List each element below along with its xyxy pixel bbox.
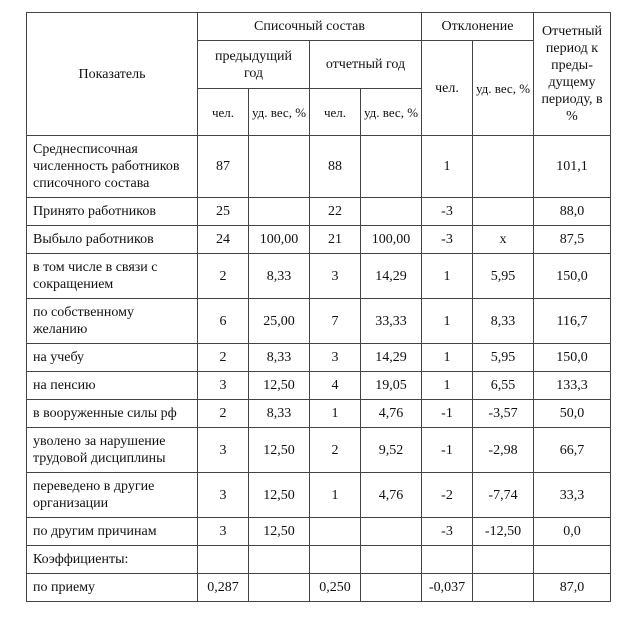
cell-rep-n: 1: [310, 400, 361, 428]
row-label: на учебу: [27, 344, 198, 372]
cell-prev-n: 0,287: [198, 574, 249, 602]
cell-dev-s: 8,33: [473, 299, 534, 344]
cell-dev-n: -2: [422, 473, 473, 518]
cell-rep-s: 19,05: [361, 372, 422, 400]
table-row: [27, 546, 611, 574]
cell-ratio: 87,0: [534, 574, 611, 602]
cell-prev-n: 24: [198, 226, 249, 254]
table-row: [27, 299, 611, 344]
cell-prev-n: 2: [198, 254, 249, 299]
cell-rep-n: 1: [310, 473, 361, 518]
header-deviation: Отклонение: [422, 13, 534, 41]
cell-rep-n: 4: [310, 372, 361, 400]
cell-dev-s: 5,95: [473, 254, 534, 299]
cell-rep-s: 100,00: [361, 226, 422, 254]
table-row: [27, 518, 611, 546]
header-prev-year: предыдущий год: [198, 41, 310, 89]
cell-prev-s: 100,00: [249, 226, 310, 254]
cell-dev-n: 1: [422, 299, 473, 344]
cell-dev-n: -0,037: [422, 574, 473, 602]
cell-prev-n: [198, 546, 249, 574]
cell-ratio: 50,0: [534, 400, 611, 428]
table-row: [27, 372, 611, 400]
cell-rep-s: [361, 546, 422, 574]
cell-prev-n: 87: [198, 136, 249, 198]
cell-prev-n: 25: [198, 198, 249, 226]
cell-rep-s: [361, 574, 422, 602]
cell-ratio: [534, 546, 611, 574]
cell-prev-s: [249, 574, 310, 602]
cell-rep-n: 21: [310, 226, 361, 254]
header-prev-people: чел.: [198, 89, 249, 136]
staff-movement-table: [26, 12, 611, 602]
cell-dev-s: [473, 198, 534, 226]
table-row: [27, 574, 611, 602]
cell-prev-s: 8,33: [249, 344, 310, 372]
header-indicator: Показатель: [27, 13, 198, 136]
table-header: [27, 13, 611, 136]
cell-prev-s: 12,50: [249, 372, 310, 400]
table-row: [27, 344, 611, 372]
cell-ratio: 66,7: [534, 428, 611, 473]
cell-dev-n: -3: [422, 198, 473, 226]
cell-dev-s: [473, 574, 534, 602]
cell-dev-n: 1: [422, 344, 473, 372]
cell-dev-s: 5,95: [473, 344, 534, 372]
cell-rep-n: 0,250: [310, 574, 361, 602]
cell-dev-n: [422, 546, 473, 574]
row-label: Среднесписочная численность работников списочного состава: [27, 136, 198, 198]
cell-rep-n: 7: [310, 299, 361, 344]
cell-rep-n: [310, 518, 361, 546]
cell-ratio: 101,1: [534, 136, 611, 198]
table-row: [27, 473, 611, 518]
cell-dev-s: [473, 546, 534, 574]
header-dev-share: уд. вес, %: [473, 41, 534, 136]
cell-prev-s: 8,33: [249, 400, 310, 428]
cell-dev-n: -3: [422, 518, 473, 546]
row-label: в вооруженные силы рф: [27, 400, 198, 428]
cell-dev-s: -12,50: [473, 518, 534, 546]
cell-dev-n: -3: [422, 226, 473, 254]
cell-rep-s: [361, 136, 422, 198]
cell-prev-s: 25,00: [249, 299, 310, 344]
cell-dev-s: -7,74: [473, 473, 534, 518]
cell-prev-s: 12,50: [249, 518, 310, 546]
header-rep-people: чел.: [310, 89, 361, 136]
cell-ratio: 0,0: [534, 518, 611, 546]
table-body: [27, 136, 611, 602]
cell-rep-n: [310, 546, 361, 574]
cell-dev-s: -3,57: [473, 400, 534, 428]
table-row: [27, 198, 611, 226]
row-label: на пенсию: [27, 372, 198, 400]
cell-ratio: 116,7: [534, 299, 611, 344]
header-ratio: Отчетный период к преды-дущему периоду, в %: [534, 13, 611, 136]
cell-prev-s: 8,33: [249, 254, 310, 299]
row-label: по другим причинам: [27, 518, 198, 546]
cell-rep-n: 22: [310, 198, 361, 226]
cell-prev-s: 12,50: [249, 473, 310, 518]
cell-dev-s: -2,98: [473, 428, 534, 473]
cell-rep-n: 2: [310, 428, 361, 473]
cell-prev-n: 3: [198, 473, 249, 518]
cell-rep-s: [361, 198, 422, 226]
row-label: переведено в другие организации: [27, 473, 198, 518]
cell-prev-s: [249, 198, 310, 226]
header-report-year: отчетный год: [310, 41, 422, 89]
cell-dev-s: 6,55: [473, 372, 534, 400]
row-label: Коэффициенты:: [27, 546, 198, 574]
cell-rep-n: 88: [310, 136, 361, 198]
cell-ratio: 133,3: [534, 372, 611, 400]
cell-rep-s: [361, 518, 422, 546]
table-row: [27, 254, 611, 299]
cell-dev-s: [473, 136, 534, 198]
cell-dev-n: -1: [422, 400, 473, 428]
cell-prev-s: [249, 136, 310, 198]
header-prev-share: уд. вес, %: [249, 89, 310, 136]
cell-prev-n: 2: [198, 344, 249, 372]
cell-prev-n: 3: [198, 518, 249, 546]
cell-prev-n: 2: [198, 400, 249, 428]
row-label: в том числе в связи с сокращением: [27, 254, 198, 299]
cell-ratio: 88,0: [534, 198, 611, 226]
cell-ratio: 150,0: [534, 254, 611, 299]
cell-ratio: 150,0: [534, 344, 611, 372]
cell-rep-s: 14,29: [361, 254, 422, 299]
table-row: [27, 400, 611, 428]
cell-prev-s: [249, 546, 310, 574]
cell-prev-n: 3: [198, 428, 249, 473]
row-label: по приему: [27, 574, 198, 602]
table-row: [27, 136, 611, 198]
cell-rep-s: 4,76: [361, 400, 422, 428]
cell-dev-n: 1: [422, 254, 473, 299]
cell-ratio: 33,3: [534, 473, 611, 518]
table-row: [27, 428, 611, 473]
cell-dev-n: -1: [422, 428, 473, 473]
row-label: уволено за нарушение трудовой дисциплины: [27, 428, 198, 473]
row-label: Принято работников: [27, 198, 198, 226]
cell-rep-s: 4,76: [361, 473, 422, 518]
cell-rep-s: 9,52: [361, 428, 422, 473]
cell-dev-n: 1: [422, 372, 473, 400]
header-rep-share: уд. вес, %: [361, 89, 422, 136]
header-payroll: Списочный состав: [198, 13, 422, 41]
row-label: по собственному желанию: [27, 299, 198, 344]
cell-dev-n: 1: [422, 136, 473, 198]
cell-prev-n: 6: [198, 299, 249, 344]
cell-dev-s: х: [473, 226, 534, 254]
cell-rep-s: 14,29: [361, 344, 422, 372]
cell-rep-n: 3: [310, 254, 361, 299]
cell-prev-s: 12,50: [249, 428, 310, 473]
cell-rep-s: 33,33: [361, 299, 422, 344]
header-dev-people: чел.: [422, 41, 473, 136]
table-row: [27, 226, 611, 254]
row-label: Выбыло работников: [27, 226, 198, 254]
cell-rep-n: 3: [310, 344, 361, 372]
cell-ratio: 87,5: [534, 226, 611, 254]
cell-prev-n: 3: [198, 372, 249, 400]
